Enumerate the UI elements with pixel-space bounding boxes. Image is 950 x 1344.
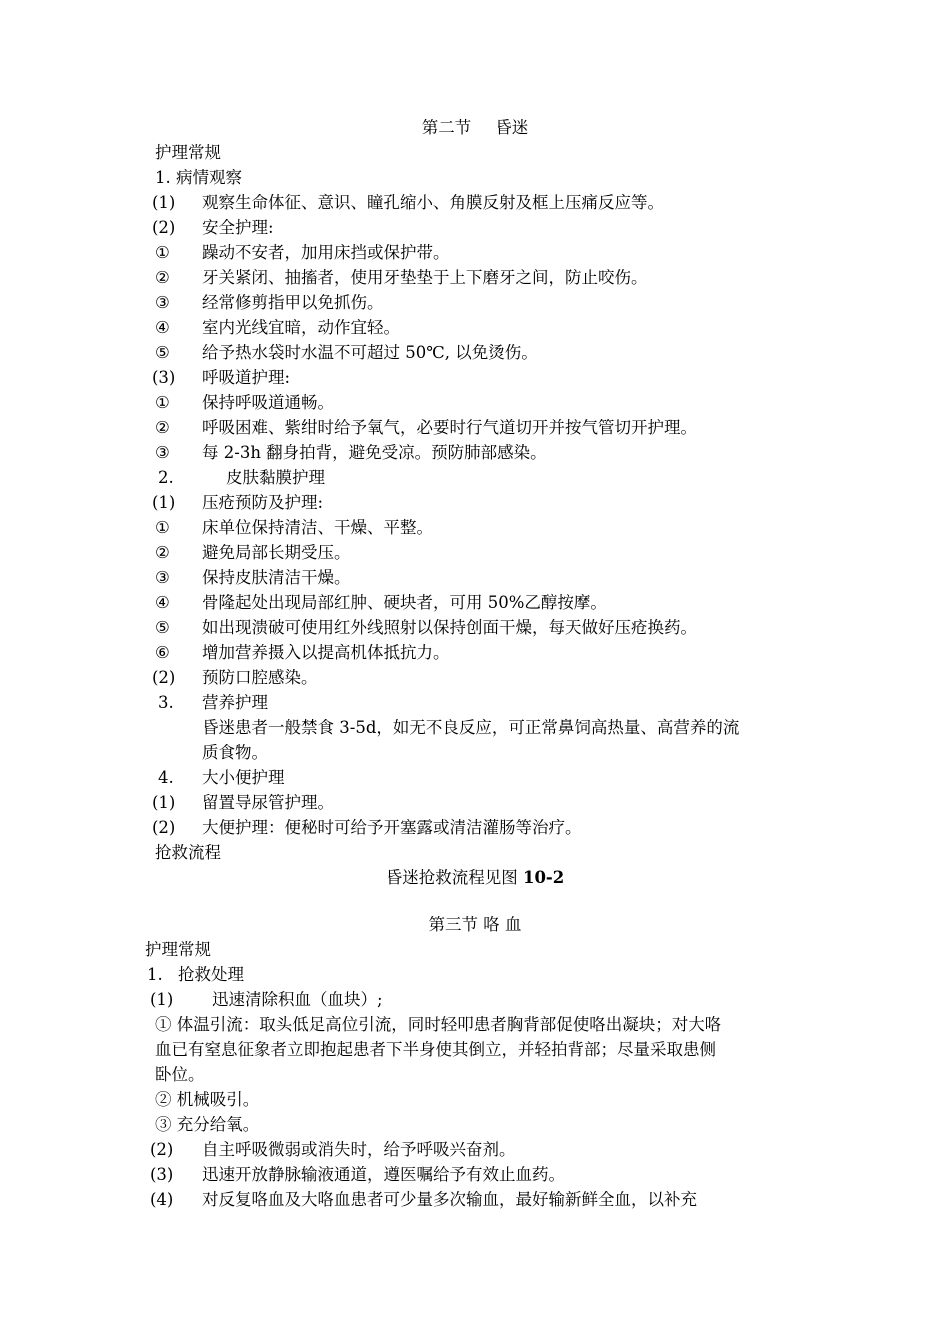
item-text: 预防口腔感染。 (202, 668, 318, 687)
item-marker: 4. (158, 768, 174, 787)
item-text: 躁动不安者，加用床挡或保护带。 (202, 243, 450, 262)
item-marker: (3) (152, 368, 176, 387)
item-text: 观察生命体征、意识、瞳孔缩小、角膜反射及框上压痛反应等。 (202, 193, 664, 212)
item-marker: (4) (150, 1190, 174, 1209)
section-title-hemoptysis: 第三节 咯 血 (428, 915, 522, 934)
paragraph-line: ① 体温引流：取头低足高位引流，同时轻叩患者胸背部促使咯出凝块；对大咯 (155, 1015, 722, 1034)
item-text: 皮肤黏膜护理 (226, 468, 325, 487)
item-text: 经常修剪指甲以免抓伤。 (202, 293, 384, 312)
item-marker: ⑥ (155, 643, 170, 662)
section-number: 第二节 (421, 118, 472, 137)
nursing-routine-heading: 护理常规 (145, 940, 211, 959)
item-condition-observation: 1. 病情观察 (155, 168, 242, 187)
item-text: 呼吸困难、紫绀时给予氧气，必要时行气道切开并按气管切开护理。 (202, 418, 697, 437)
figure-number: 10-2 (522, 868, 565, 887)
item-marker: (1) (152, 493, 176, 512)
item-text: 营养护理 (202, 693, 268, 712)
figure-reference (0, 865, 950, 890)
rescue-process-heading: 抢救流程 (155, 843, 221, 862)
item-marker: ① (155, 243, 170, 262)
paragraph-line: 质食物。 (202, 743, 268, 762)
paragraph-line: ② 机械吸引。 (155, 1090, 260, 1109)
item-text: 迅速清除积血（血块）; (212, 990, 383, 1009)
item-text: 大便护理：便秘时可给予开塞露或清洁灌肠等治疗。 (202, 818, 582, 837)
item-marker: ② (155, 543, 170, 562)
item-marker: ② (155, 418, 170, 437)
item-text: 抢救处理 (178, 965, 244, 984)
item-text: 如出现溃破可使用红外线照射以保持创面干燥，每天做好压疮换药。 (202, 618, 697, 637)
item-marker: (2) (150, 1140, 174, 1159)
item-marker: ⑤ (155, 343, 170, 362)
nursing-routine-heading: 护理常规 (155, 143, 221, 162)
paragraph-line: ③ 充分给氧。 (155, 1115, 260, 1134)
section-title-coma (0, 115, 950, 140)
item-marker: ④ (155, 593, 170, 612)
item-text: 保持皮肤清洁干燥。 (202, 568, 351, 587)
item-marker: ① (155, 393, 170, 412)
section-name: 昏迷 (495, 118, 529, 137)
item-text: 自主呼吸微弱或消失时，给予呼吸兴奋剂。 (202, 1140, 516, 1159)
item-marker: (2) (152, 218, 176, 237)
item-marker: (1) (152, 193, 176, 212)
item-text: 床单位保持清洁、干燥、平整。 (202, 518, 433, 537)
item-text: 对反复咯血及大咯血患者可少量多次输血，最好输新鲜全血，以补充 (202, 1190, 697, 1209)
item-marker: (1) (150, 990, 174, 1009)
item-text: 骨隆起处出现局部红肿、硬块者，可用 50%乙醇按摩。 (202, 593, 607, 612)
item-marker: (1) (152, 793, 176, 812)
item-marker: ③ (155, 293, 170, 312)
item-marker: 1. (147, 965, 163, 984)
item-text: 室内光线宜暗，动作宜轻。 (202, 318, 400, 337)
item-marker: ③ (155, 443, 170, 462)
item-text: 增加营养摄入以提高机体抵抗力。 (202, 643, 450, 662)
item-marker: (2) (152, 818, 176, 837)
item-marker: ① (155, 518, 170, 537)
paragraph-line: 昏迷患者一般禁食 3-5d，如无不良反应，可正常鼻饲高热量、高营养的流 (202, 718, 740, 737)
paragraph-line: 卧位。 (155, 1065, 205, 1084)
item-text: 安全护理: (202, 218, 274, 237)
item-marker: ③ (155, 568, 170, 587)
item-text: 每 2-3h 翻身拍背，避免受凉。预防肺部感染。 (202, 443, 547, 462)
item-text: 保持呼吸道通畅。 (202, 393, 334, 412)
item-marker: ⑤ (155, 618, 170, 637)
item-marker: 2. (158, 468, 174, 487)
paragraph-line: 血已有窒息征象者立即抱起患者下半身使其倒立，并轻拍背部；尽量采取患侧 (155, 1040, 716, 1059)
item-marker: (3) (150, 1165, 174, 1184)
item-marker: ② (155, 268, 170, 287)
item-text: 给予热水袋时水温不可超过 50℃, 以免烫伤。 (202, 343, 538, 362)
item-text: 避免局部长期受压。 (202, 543, 351, 562)
item-marker: (2) (152, 668, 176, 687)
figure-reference-text: 昏迷抢救流程见图 (385, 868, 518, 887)
item-text: 大小便护理 (202, 768, 285, 787)
item-text: 留置导尿管护理。 (202, 793, 334, 812)
item-text: 迅速开放静脉输液通道，遵医嘱给予有效止血药。 (202, 1165, 565, 1184)
item-marker: ④ (155, 318, 170, 337)
item-marker: 3. (158, 693, 174, 712)
item-text: 呼吸道护理: (202, 368, 291, 387)
item-text: 牙关紧闭、抽搐者，使用牙垫垫于上下磨牙之间，防止咬伤。 (202, 268, 648, 287)
item-text: 压疮预防及护理: (202, 493, 324, 512)
